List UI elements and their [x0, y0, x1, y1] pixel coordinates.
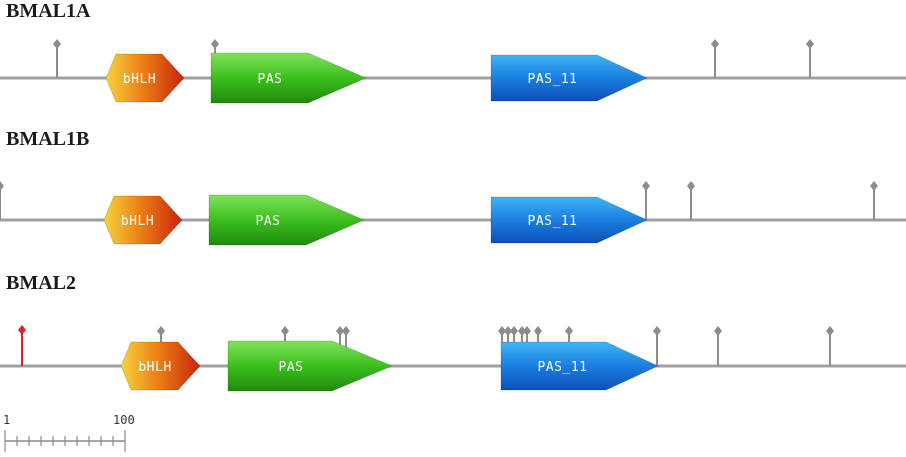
- site-marker-bmal2-13: [653, 326, 661, 366]
- diamond-pin-icon: [687, 181, 695, 191]
- domain-label: bHLH: [120, 214, 155, 229]
- diamond-pin-icon: [642, 181, 650, 191]
- domain-pas-bmal1a: [211, 53, 366, 103]
- site-marker-bmal1b-1: [0, 181, 4, 220]
- diamond-pin-icon: [0, 181, 4, 191]
- track-title-bmal1a: BMAL1A: [6, 0, 91, 22]
- domain-bhlh-bmal2: [121, 342, 200, 390]
- domain-pas-bmal1b: [209, 195, 364, 245]
- diamond-pin-icon: [18, 325, 26, 335]
- domain-label: PAS_11: [527, 214, 578, 229]
- diamond-pin-icon: [523, 326, 531, 336]
- diamond-pin-icon: [510, 326, 518, 336]
- scale-end-label: 100: [113, 413, 135, 427]
- domain-label: PAS_11: [537, 360, 588, 375]
- site-marker-bmal1a-1: [53, 39, 61, 78]
- site-marker-bmal1b-4: [870, 181, 878, 220]
- track-bmal1b: [0, 128, 906, 245]
- diamond-pin-icon: [565, 326, 573, 336]
- domain-label: PAS: [255, 214, 281, 229]
- diamond-pin-icon: [806, 39, 814, 49]
- domain-shape: [228, 341, 392, 391]
- domain-pas-bmal2: [228, 341, 392, 391]
- diamond-pin-icon: [534, 326, 542, 336]
- diamond-pin-icon: [714, 326, 722, 336]
- diamond-pin-icon: [53, 39, 61, 49]
- site-marker-bmal1a-3: [711, 39, 719, 78]
- site-marker-bmal2-14: [714, 326, 722, 366]
- diamond-pin-icon: [281, 326, 289, 336]
- track-bmal1a: [0, 0, 906, 103]
- domain-label: PAS_11: [527, 72, 578, 87]
- site-marker-bmal2-15: [826, 326, 834, 366]
- track-title-bmal2: BMAL2: [6, 272, 76, 294]
- domain-pas11-bmal2: [501, 342, 658, 390]
- domain-label: PAS: [257, 72, 283, 87]
- domain-shape: [211, 53, 366, 103]
- scale-bar: [3, 413, 135, 452]
- domain-bhlh-bmal1a: [106, 54, 184, 102]
- domain-label: PAS: [278, 360, 304, 375]
- domain-label: bHLH: [138, 360, 172, 375]
- track-bmal2: [0, 272, 906, 391]
- domain-pas11-bmal1a: [491, 55, 647, 101]
- domain-label: bHLH: [122, 72, 157, 87]
- site-marker-bmal1b-3: [687, 181, 695, 220]
- track-title-bmal1b: BMAL1B: [6, 128, 90, 150]
- scale-start-label: 1: [3, 413, 11, 427]
- diamond-pin-icon: [870, 181, 878, 191]
- diamond-pin-icon: [711, 39, 719, 49]
- site-marker-bmal2-1: [18, 325, 26, 366]
- domain-pas11-bmal1b: [491, 197, 647, 243]
- site-marker-bmal1b-2: [642, 181, 650, 220]
- diamond-pin-icon: [653, 326, 661, 336]
- site-marker-bmal1a-4: [806, 39, 814, 78]
- diamond-pin-icon: [342, 326, 350, 336]
- diamond-pin-icon: [211, 39, 219, 49]
- domain-shape: [209, 195, 364, 245]
- domain-bhlh-bmal1b: [104, 196, 182, 244]
- diamond-pin-icon: [157, 326, 165, 336]
- diamond-pin-icon: [826, 326, 834, 336]
